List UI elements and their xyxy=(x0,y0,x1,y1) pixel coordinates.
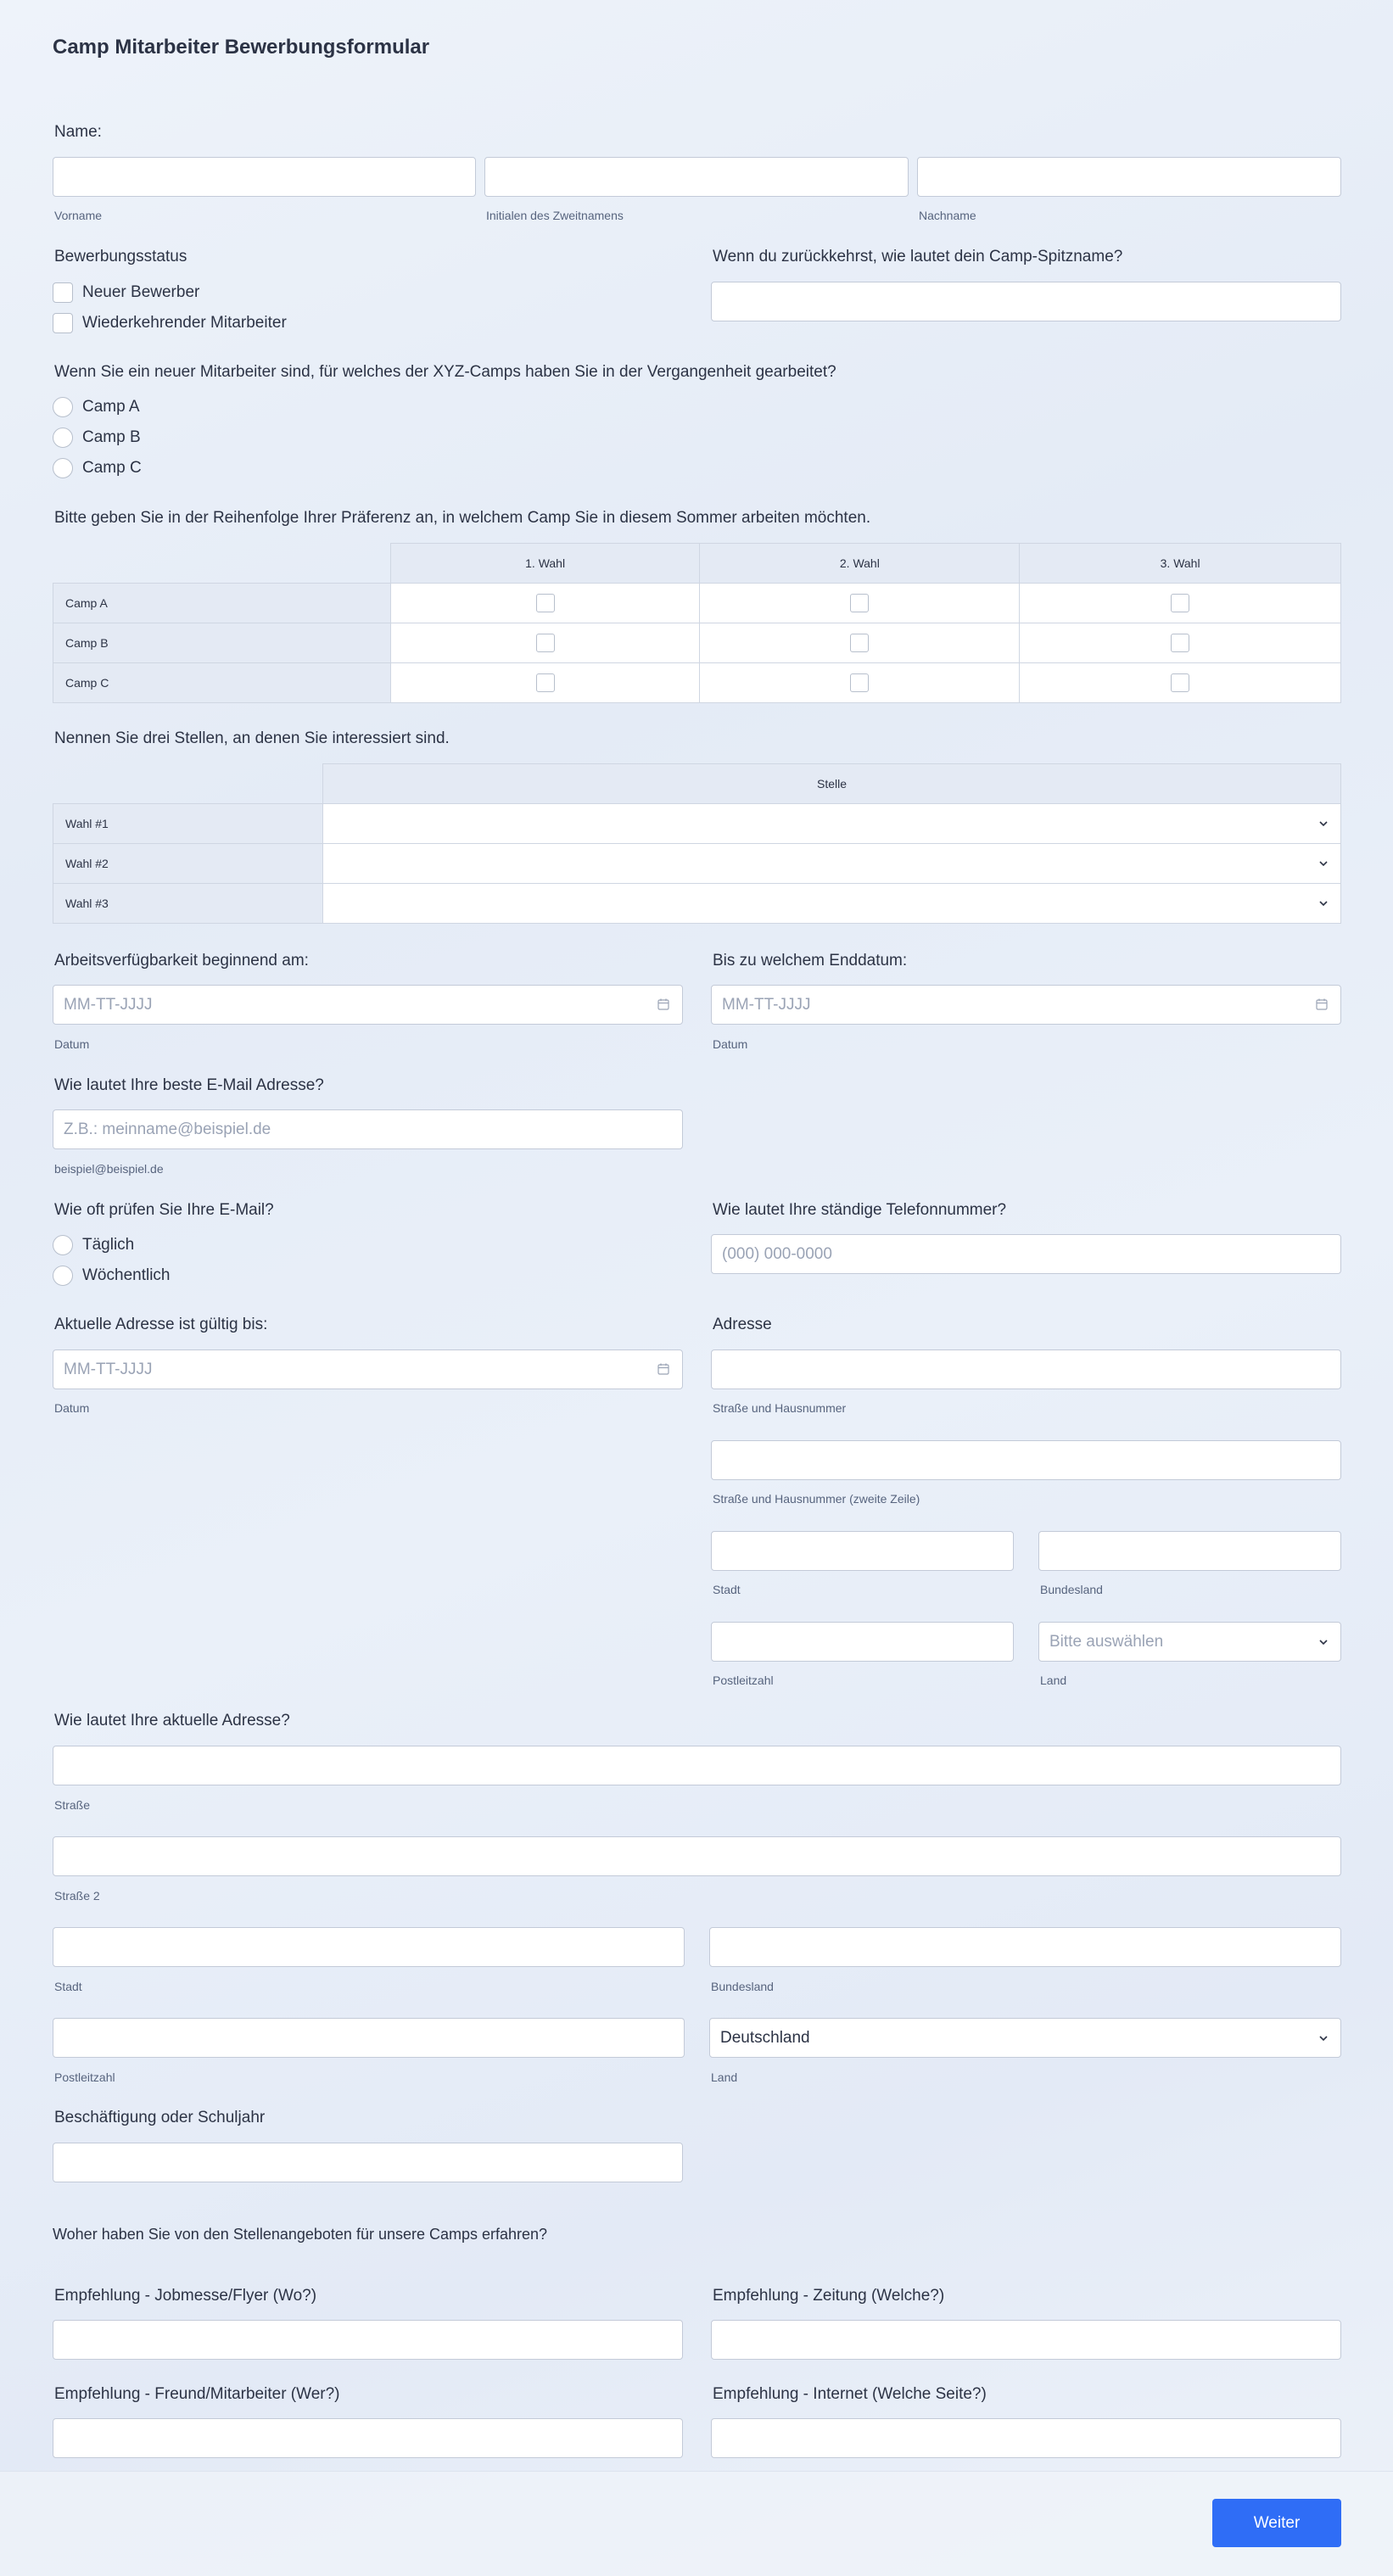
referral-jobfair-input[interactable] xyxy=(53,2320,683,2360)
preference-label: Bitte geben Sie in der Reihenfolge Ihrer Präferenz an, in welchem Camp Sie in diesem Sommer arbeiten möchten. xyxy=(54,509,871,527)
occupation-input[interactable] xyxy=(53,2143,683,2182)
end-date-input[interactable] xyxy=(711,985,1341,1025)
chevron-down-icon xyxy=(1318,1637,1329,1647)
address-city-sublabel: Stadt xyxy=(713,1583,741,1596)
status-returning-label: Wiederkehrender Mitarbeiter xyxy=(82,314,287,332)
occupation-label: Beschäftigung oder Schuljahr xyxy=(54,2109,266,2126)
email-placeholder: Z.B.: meinname@beispiel.de xyxy=(64,1120,271,1138)
past-camp-a-label: Camp A xyxy=(82,398,140,416)
address-zip-input[interactable] xyxy=(711,1622,1014,1662)
current-zip-sublabel: Postleitzahl xyxy=(54,2070,115,2084)
email-sublabel: beispiel@beispiel.de xyxy=(54,1162,164,1176)
address-street2-sublabel: Straße und Hausnummer (zweite Zeile) xyxy=(713,1492,920,1506)
matrix-checkbox[interactable] xyxy=(536,673,555,692)
matrix-row-camp-c: Camp C xyxy=(53,663,391,703)
end-date-label: Bis zu welchem Enddatum: xyxy=(713,952,908,969)
address-country-placeholder: Bitte auswählen xyxy=(1049,1632,1164,1651)
next-button[interactable]: Weiter xyxy=(1212,2499,1341,2547)
end-date-sublabel: Datum xyxy=(713,1037,748,1051)
position-3-select[interactable] xyxy=(323,884,1341,924)
referral-jobfair-label: Empfehlung - Jobmesse/Flyer (Wo?) xyxy=(54,2287,317,2305)
nickname-input[interactable] xyxy=(711,282,1341,321)
referral-friend-label: Empfehlung - Freund/Mitarbeiter (Wer?) xyxy=(54,2385,340,2403)
current-street2-sublabel: Straße 2 xyxy=(54,1889,100,1903)
matrix-corner xyxy=(53,544,391,584)
chevron-down-icon xyxy=(1318,858,1329,869)
matrix-col-2: 2. Wahl xyxy=(700,544,1020,584)
matrix-row-camp-b: Camp B xyxy=(53,623,391,663)
start-date-sublabel: Datum xyxy=(54,1037,90,1051)
current-state-input[interactable] xyxy=(709,1927,1341,1967)
address-country-select[interactable] xyxy=(1038,1622,1341,1662)
end-date-placeholder: MM-TT-JJJJ xyxy=(722,995,811,1014)
source-label: Woher haben Sie von den Stellenangeboten für unsere Camps erfahren? xyxy=(53,2226,548,2243)
positions-label: Nennen Sie drei Stellen, an denen Sie interessiert sind. xyxy=(54,729,450,747)
matrix-col-1: 1. Wahl xyxy=(390,544,700,584)
address-valid-label: Aktuelle Adresse ist gültig bis: xyxy=(54,1316,268,1333)
positions-matrix xyxy=(53,763,1341,924)
form-footer xyxy=(0,2471,1393,2576)
past-camp-b-radio[interactable] xyxy=(53,427,73,448)
chevron-down-icon xyxy=(1318,898,1329,908)
matrix-checkbox[interactable] xyxy=(850,634,869,652)
current-street-input[interactable] xyxy=(53,1746,1341,1785)
referral-newspaper-input[interactable] xyxy=(711,2320,1341,2360)
positions-col-stelle: Stelle xyxy=(323,764,1341,804)
phone-label: Wie lautet Ihre ständige Telefonnummer? xyxy=(713,1201,1007,1219)
email-freq-weekly-radio[interactable] xyxy=(53,1266,73,1286)
address-valid-sublabel: Datum xyxy=(54,1401,90,1415)
matrix-checkbox[interactable] xyxy=(1171,673,1189,692)
address-street2-input[interactable] xyxy=(711,1440,1341,1480)
matrix-checkbox[interactable] xyxy=(1171,594,1189,612)
status-label: Bewerbungsstatus xyxy=(54,248,187,265)
address-street-input[interactable] xyxy=(711,1349,1341,1389)
email-freq-weekly-label: Wöchentlich xyxy=(82,1266,171,1284)
past-camp-label: Wenn Sie ein neuer Mitarbeiter sind, für welches der XYZ-Camps haben Sie in der Vergangenheit gearbeitet? xyxy=(54,363,836,381)
chevron-down-icon xyxy=(1318,2033,1329,2043)
matrix-checkbox[interactable] xyxy=(536,594,555,612)
current-city-input[interactable] xyxy=(53,1927,685,1967)
address-street-sublabel: Straße und Hausnummer xyxy=(713,1401,847,1415)
form-title: Camp Mitarbeiter Bewerbungsformular xyxy=(53,36,430,59)
middle-initial-sublabel: Initialen des Zweitnamens xyxy=(486,209,624,222)
current-street-sublabel: Straße xyxy=(54,1798,91,1812)
email-freq-daily-radio[interactable] xyxy=(53,1235,73,1255)
calendar-icon[interactable] xyxy=(657,1362,670,1376)
current-address-label: Wie lautet Ihre aktuelle Adresse? xyxy=(54,1712,290,1729)
matrix-checkbox[interactable] xyxy=(1171,634,1189,652)
email-label: Wie lautet Ihre beste E-Mail Adresse? xyxy=(54,1076,324,1094)
current-country-sublabel: Land xyxy=(711,2070,738,2084)
matrix-row-camp-a: Camp A xyxy=(53,584,391,623)
status-new-checkbox[interactable] xyxy=(53,282,73,303)
address-country-sublabel: Land xyxy=(1040,1674,1067,1687)
first-name-sublabel: Vorname xyxy=(54,209,103,222)
phone-input[interactable] xyxy=(711,1234,1341,1274)
current-zip-input[interactable] xyxy=(53,2018,685,2058)
email-freq-label: Wie oft prüfen Sie Ihre E-Mail? xyxy=(54,1201,274,1219)
status-returning-checkbox[interactable] xyxy=(53,313,73,333)
position-1-select[interactable] xyxy=(323,804,1341,844)
last-name-sublabel: Nachname xyxy=(919,209,976,222)
positions-corner xyxy=(53,764,323,804)
address-zip-sublabel: Postleitzahl xyxy=(713,1674,774,1687)
current-street2-input[interactable] xyxy=(53,1836,1341,1876)
matrix-checkbox[interactable] xyxy=(850,594,869,612)
current-city-sublabel: Stadt xyxy=(54,1980,82,1993)
referral-internet-input[interactable] xyxy=(711,2418,1341,2458)
referral-newspaper-label: Empfehlung - Zeitung (Welche?) xyxy=(713,2287,945,2305)
position-2-select[interactable] xyxy=(323,844,1341,884)
past-camp-a-radio[interactable] xyxy=(53,397,73,417)
start-date-input[interactable] xyxy=(53,985,683,1025)
nickname-label: Wenn du zurückkehrst, wie lautet dein Camp-Spitzname? xyxy=(713,248,1123,265)
chevron-down-icon xyxy=(1318,819,1329,829)
current-state-sublabel: Bundesland xyxy=(711,1980,774,1993)
calendar-icon[interactable] xyxy=(657,997,670,1011)
first-name-input[interactable] xyxy=(53,157,476,197)
positions-row-3: Wahl #3 xyxy=(53,884,323,924)
referral-internet-label: Empfehlung - Internet (Welche Seite?) xyxy=(713,2385,987,2403)
matrix-col-3: 3. Wahl xyxy=(1020,544,1341,584)
positions-row-1: Wahl #1 xyxy=(53,804,323,844)
email-input[interactable] xyxy=(53,1109,683,1149)
address-city-input[interactable] xyxy=(711,1531,1014,1571)
positions-row-2: Wahl #2 xyxy=(53,844,323,884)
past-camp-b-label: Camp B xyxy=(82,428,141,446)
address-state-input[interactable] xyxy=(1038,1531,1341,1571)
current-country-value: Deutschland xyxy=(720,2028,810,2047)
matrix-checkbox[interactable] xyxy=(850,673,869,692)
calendar-icon[interactable] xyxy=(1315,997,1329,1011)
address-valid-input[interactable] xyxy=(53,1349,683,1389)
referral-friend-input[interactable] xyxy=(53,2418,683,2458)
matrix-checkbox[interactable] xyxy=(536,634,555,652)
current-country-select[interactable] xyxy=(709,2018,1341,2058)
status-new-label: Neuer Bewerber xyxy=(82,283,200,301)
preference-matrix xyxy=(53,543,1341,703)
address-valid-placeholder: MM-TT-JJJJ xyxy=(64,1360,153,1378)
phone-placeholder: (000) 000-0000 xyxy=(722,1244,832,1263)
start-date-label: Arbeitsverfügbarkeit beginnend am: xyxy=(54,952,309,969)
past-camp-c-radio[interactable] xyxy=(53,458,73,478)
address-label: Adresse xyxy=(713,1316,772,1333)
email-freq-daily-label: Täglich xyxy=(82,1236,135,1254)
name-label: Name: xyxy=(54,123,102,141)
address-state-sublabel: Bundesland xyxy=(1040,1583,1103,1596)
start-date-placeholder: MM-TT-JJJJ xyxy=(64,995,153,1014)
past-camp-c-label: Camp C xyxy=(82,459,142,477)
middle-initial-input[interactable] xyxy=(484,157,909,197)
last-name-input[interactable] xyxy=(917,157,1341,197)
